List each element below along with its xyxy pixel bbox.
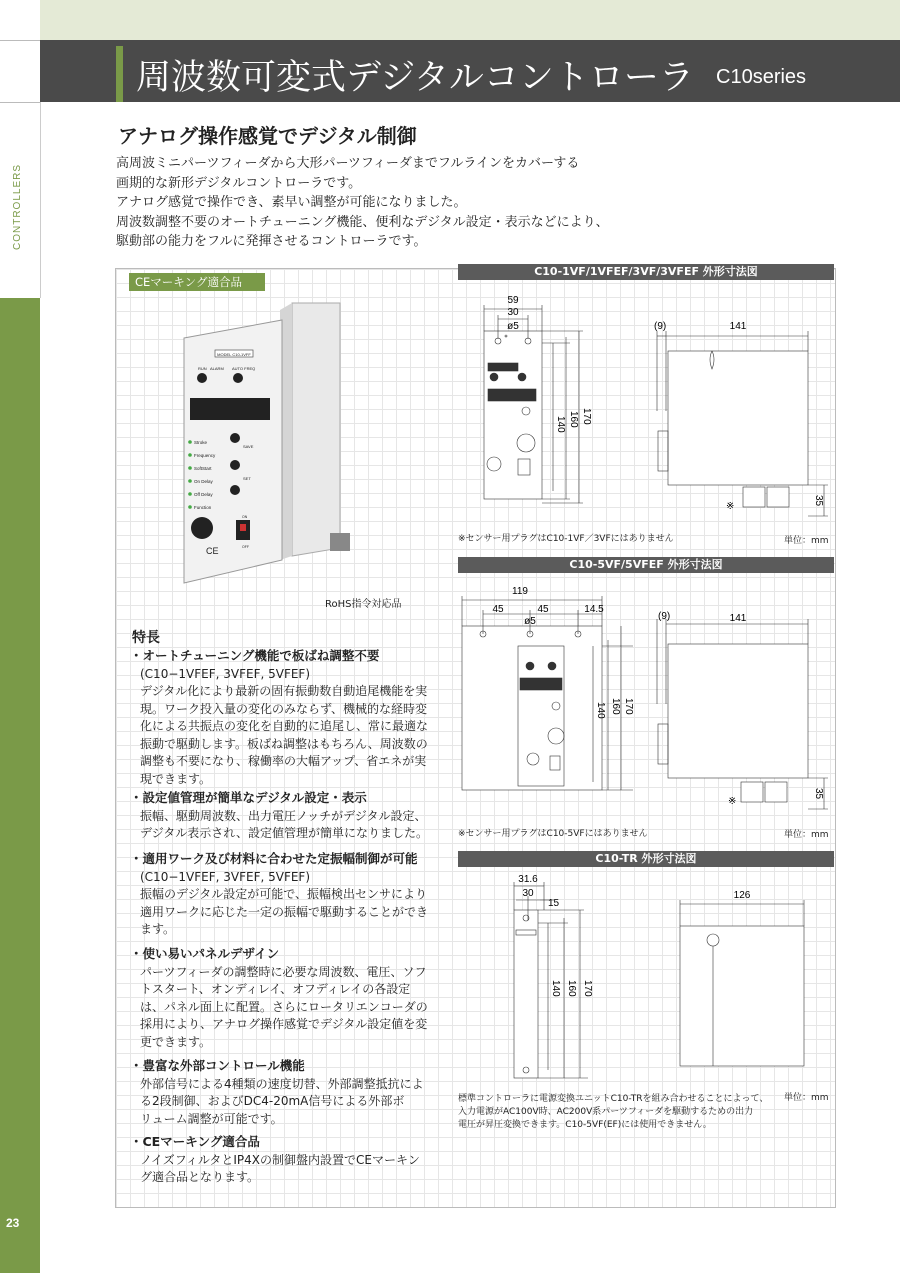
- feature-heading: ・使い易いパネルデザイン: [130, 946, 280, 961]
- dim-label: 160: [610, 698, 621, 715]
- param-label: Function: [194, 505, 212, 510]
- feature-line: 外部信号による4種類の速度切替、外部調整抵抗によ: [140, 1076, 424, 1091]
- dim-label: 14.5: [584, 604, 604, 615]
- run-led-icon: [197, 373, 207, 383]
- dim-label: 30: [507, 307, 519, 318]
- dim-label: ø5: [524, 616, 536, 627]
- param-label: Stroke: [194, 440, 208, 445]
- intro-line: 駆動部の能力をフルに発揮させるコントローラです。: [116, 234, 427, 249]
- feature-line: 更できます。: [140, 1034, 212, 1049]
- note-line: 入力電源がAC100V時、AC200V系パーツフィーダを駆動するための出力: [458, 1107, 754, 1117]
- dim-label: 45: [492, 604, 504, 615]
- dim-label: ø5: [507, 321, 519, 332]
- dim-label: 35: [813, 495, 824, 507]
- panel-set: SET: [243, 476, 251, 481]
- dim-label: 140: [595, 702, 606, 719]
- feature-item: [130, 647, 440, 788]
- feature-line: 振幅、駆動周波数、出力電圧ノッチがデジタル設定、: [140, 808, 427, 823]
- feature-line: (C10−1VFEF, 3VFEF, 5VFEF): [140, 869, 311, 884]
- panel-save: SAVE: [243, 444, 254, 449]
- drawing-note: ※センサー用プラグはC10-5VFにはありません: [458, 829, 648, 839]
- feature-line: トスタート、オンディレイ、オフディレイの各設定: [140, 982, 411, 996]
- dim-label: 170: [581, 408, 592, 425]
- panel-on: ON: [242, 515, 248, 519]
- feature-line: 適用ワークに応じた一定の振幅で駆動することができ: [140, 904, 429, 919]
- intro-paragraph: [116, 154, 609, 252]
- note-line: 電圧が昇圧変換できます。C10-5VF(EF)には使用できません。: [458, 1120, 712, 1130]
- page-number: 23: [6, 1216, 20, 1230]
- sidebar-divider: [0, 40, 40, 41]
- feature-item: [130, 1057, 440, 1128]
- subtitle: アナログ操作感覚でデジタル制御: [118, 124, 417, 148]
- dimension-drawing-1: [458, 281, 834, 541]
- dim-label: 35: [813, 788, 824, 800]
- dim-label: 141: [729, 613, 747, 624]
- intro-line: 高周波ミニパーツフィーダから大形パーツフィーダまでフルラインをカバーする: [116, 156, 580, 171]
- panel-off: OFF: [242, 545, 249, 549]
- feature-line: 調整も不要になり、稼働率の大幅アップ、省エネが実: [140, 754, 427, 768]
- feature-heading: ・豊富な外部コントロール機能: [130, 1058, 305, 1073]
- param-label: On Delay: [194, 479, 213, 484]
- drawing-title: C10-TR 外形寸法図: [458, 851, 834, 867]
- feature-heading: ・オートチューニング機能で板ばね調整不要: [130, 648, 380, 663]
- asterisk-mark: ※: [728, 796, 737, 807]
- intro-line: 周波数調整不要のオートチューニング機能、便利なデジタル設定・表示などにより、: [116, 214, 609, 230]
- feature-heading: ・設定値管理が簡単なデジタル設定・表示: [130, 790, 367, 805]
- feature-line: リューム調整が可能です。: [140, 1111, 283, 1126]
- feature-line: デジタル表示され、設定値管理が簡単になりました。: [140, 826, 429, 840]
- intro-line: アナログ感覚で操作でき、素早い調整が可能になりました。: [116, 195, 467, 210]
- ce-mark-icon: CE: [206, 546, 219, 556]
- feature-line: ノイズフィルタとIP4Xの制御盤内設置でCEマーキン: [140, 1152, 420, 1167]
- ce-badge: CEマーキング適合品: [129, 273, 265, 291]
- panel-auto-freq: AUTO FREQ: [232, 366, 256, 371]
- sidebar-divider: [0, 102, 40, 103]
- dim-label: (9): [654, 321, 667, 332]
- note-line: 標準コントローラに電源変換ユニットC10-TRを組み合わせることによって、: [458, 1094, 769, 1104]
- dim-label: 160: [568, 411, 579, 428]
- feature-line: る2段制御、およびDC4-20mA信号による外部ボ: [140, 1094, 405, 1108]
- feature-line: 採用により、アナログ操作感覚でデジタル設定値を変: [140, 1017, 428, 1031]
- feature-line: 振幅のデジタル設定が可能で、振幅検出センサにより: [140, 887, 428, 901]
- sidebar-section-label: CONTROLLERS: [12, 163, 23, 250]
- dim-label: 160: [566, 980, 577, 997]
- top-band: [40, 0, 900, 40]
- sidebar-top: [0, 0, 41, 298]
- dim-label: 141: [729, 321, 747, 332]
- feature-item: [130, 1133, 440, 1187]
- feature-heading: ・CEマーキング適合品: [130, 1134, 260, 1149]
- feature-line: 化による共振点の変化を自動的に追尾し、常に最適な: [140, 719, 429, 733]
- feature-line: デジタル化により最新の固有振動数自動追尾機能を実: [140, 684, 428, 698]
- param-label: Off Delay: [194, 492, 213, 497]
- dim-label: 45: [537, 604, 549, 615]
- panel-led-alarm: ALARM: [210, 366, 224, 371]
- feature-heading: ・適用ワーク及び材料に合わせた定振幅制御が可能: [130, 851, 418, 866]
- feature-line: ます。: [140, 922, 176, 936]
- dim-label: 126: [733, 890, 751, 901]
- feature-line: は、パネル面上に配置。さらにロータリエンコーダの: [140, 999, 428, 1014]
- rohs-label: RoHS指令対応品: [325, 599, 402, 610]
- dim-label: (9): [658, 611, 671, 622]
- feature-item: [130, 945, 440, 1051]
- page-title: 周波数可変式デジタルコントローラ: [136, 58, 694, 98]
- feature-item: [130, 789, 440, 843]
- drawing-note: [458, 1093, 768, 1132]
- feature-line: グ適合品となります。: [140, 1170, 260, 1184]
- feature-line: (C10−1VFEF, 3VFEF, 5VFEF): [140, 666, 311, 681]
- dim-label: 59: [507, 295, 519, 306]
- feature-line: 現。ワーク投入量の変化のみならず、機械的な経時変: [140, 701, 428, 716]
- unit-label: 単位：mm: [784, 1093, 829, 1103]
- dim-label: 170: [582, 980, 593, 997]
- dimension-drawing-3: [458, 868, 834, 1083]
- unit-label: 単位：mm: [784, 830, 829, 840]
- dim-label: 30: [522, 888, 534, 899]
- feature-line: パーツフィーダの調整時に必要な周波数、電圧、ソフ: [140, 964, 427, 979]
- dim-label: 31.6: [518, 874, 538, 885]
- asterisk-mark: ※: [726, 501, 735, 512]
- dimension-drawing-2: [458, 574, 834, 826]
- feature-item: [130, 850, 440, 939]
- features-title: 特長: [132, 630, 160, 646]
- product-photo: [180, 298, 355, 598]
- dim-label: 140: [555, 416, 566, 433]
- drawing-title: C10-1VF/1VFEF/3VF/3VFEF 外形寸法図: [458, 264, 834, 280]
- auto-freq-button-icon: [233, 373, 243, 383]
- feature-line: 振動で駆動します。板ばね調整はもちろん、周波数の: [140, 736, 428, 751]
- dim-label: 15: [548, 898, 560, 909]
- unit-label: 単位：mm: [784, 536, 829, 546]
- dim-label: 140: [550, 980, 561, 997]
- panel-model: MODEL C10-1VFF: [217, 352, 251, 357]
- dim-label: 119: [512, 586, 528, 597]
- param-label: SoftStart: [194, 466, 212, 471]
- drawing-note: ※センサー用プラグはC10-1VF／3VFにはありません: [458, 534, 674, 544]
- rotary-encoder-icon: [191, 517, 213, 539]
- drawing-title: C10-5VF/5VFEF 外形寸法図: [458, 557, 834, 573]
- intro-line: 画期的な新形デジタルコントローラです。: [116, 175, 362, 191]
- series-label: C10series: [716, 66, 807, 88]
- display-panel: [190, 398, 270, 420]
- feature-line: 現できます。: [140, 771, 212, 786]
- title-accent: [116, 46, 123, 102]
- panel-led-run: RUN: [198, 366, 207, 371]
- param-label: Frequency: [194, 453, 216, 458]
- dim-label: 170: [623, 698, 634, 715]
- sidebar-green-band: [0, 298, 40, 1273]
